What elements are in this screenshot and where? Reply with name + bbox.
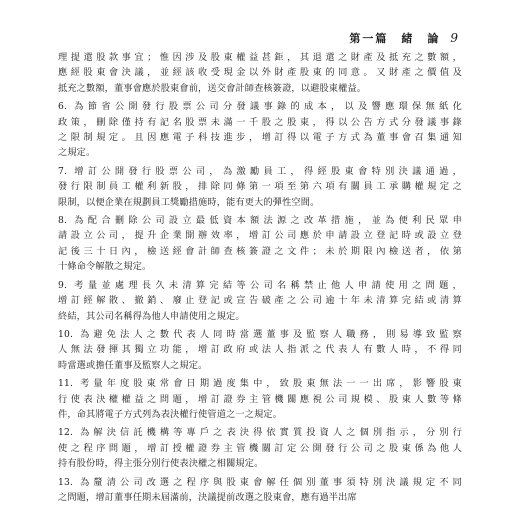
text-line: 12. 為解決信託機構等專戶之表決得依實質投資人之個別指示，分別行 xyxy=(58,427,462,439)
text-line: 人無法發揮其獨立功能，增訂政府或法人指派之代表人有數人時，不得同 xyxy=(58,344,462,356)
paragraph-item xyxy=(58,164,462,210)
text-line: 限制，以便企業在規劃員工獎勵措施時，能有更大的彈性空間。 xyxy=(58,196,320,208)
text-line: 8. 為配合刪除公司設立最低資本額法源之改革措施，並為便利民眾申 xyxy=(58,215,462,227)
paragraph-item xyxy=(58,327,462,373)
text-line: 7. 增訂公開發行股票公司，為激勵員工，得經股東會特別決議通過， xyxy=(58,165,462,177)
running-head xyxy=(349,30,458,46)
text-line: 時當選或擔任董事及監察人之規定。 xyxy=(58,359,208,371)
text-line: 發行限制員工權利新股，排除同條第一項至第六項有關員工承購權規定之 xyxy=(58,181,462,193)
text-line: 6. 為節省公開發行股票公司分發議事錄的成本，以及響應環保無紙化 xyxy=(58,101,462,113)
text-line: 政策，刪除僅持有記名股票未滿一千股之股東，得以公告方式分發議事錄 xyxy=(58,116,462,128)
text-line: 十條命令解散之規定。 xyxy=(58,261,152,273)
text-line: 13. 為釐清公司改選之程序與股東會解任個別董事須特別決議規定不同 xyxy=(58,476,462,488)
paragraph-item xyxy=(58,475,462,506)
text-line: 之規定。 xyxy=(58,147,96,159)
paragraph-item xyxy=(58,99,462,161)
text-line: 使之程序問題，增訂授權證券主管機關訂定公開發行公司之股東係為他人 xyxy=(58,442,462,454)
paragraph-item xyxy=(58,278,462,324)
text-line: 請設立公司，提升企業開辦效率，增訂公司應於申請設立登記時或設立登 xyxy=(58,230,462,242)
text-line: 之問題，增訂董事任期未屆滿前，決議提前改選之股東會，應有過半出席 xyxy=(58,491,357,503)
page-body xyxy=(58,50,462,508)
text-line: 之限制規定。且因應電子科技進步，增訂得以電子方式為董事會召集通知 xyxy=(58,132,462,144)
text-line: 件，命其將電子方式列為表決權行使管道之一之規定。 xyxy=(58,408,283,420)
text-line: 行使表決權權益之問題，增訂證券主管機關應視公司規模、股東人數等條 xyxy=(58,393,462,405)
paragraph-item xyxy=(58,376,462,422)
text-line: 9. 考量並處理長久未清算完結等公司名稱禁止他人申請使用之問題， xyxy=(58,279,462,291)
text-line: 11. 考量年度股東常會日期過度集中，致股東無法一一出席，影響股東 xyxy=(58,378,462,390)
paragraph-item xyxy=(58,213,462,275)
text-line: 抵充之數額，董事會應於股東會前，送交會計師查核簽證，以避股東權益。 xyxy=(58,82,367,94)
paragraph-item xyxy=(58,425,462,471)
text-line: 應經股東會決議，並經該收受現金以外財產股東的同意。又財產之價值及 xyxy=(58,67,462,79)
text-line: 記後三十日內，檢送經會計師查核簽證之文件；未於期限內檢送者，依第 xyxy=(58,245,462,257)
chapter-title: 第一篇 緒 論 xyxy=(349,32,441,45)
text-line: 終結，其公司名稱得為他人申請使用之規定。 xyxy=(58,310,245,322)
text-line: 增訂經解散、撤銷、廢止登記或宣告破產之公司逾十年未清算完結或清算 xyxy=(58,295,462,307)
page-number: 9 xyxy=(450,31,458,45)
paragraph-continuation xyxy=(58,50,462,96)
text-line: 持有股份時，得主張分別行使表決權之相關規定。 xyxy=(58,458,264,470)
text-line: 10. 為避免法人之數代表人同時當選董事及監察人職務，則易導致監察 xyxy=(58,328,462,340)
text-line: 理提還股款事宜；惟因涉及股東權益甚鉅，其退還之財產及抵充之數額， xyxy=(58,52,462,63)
